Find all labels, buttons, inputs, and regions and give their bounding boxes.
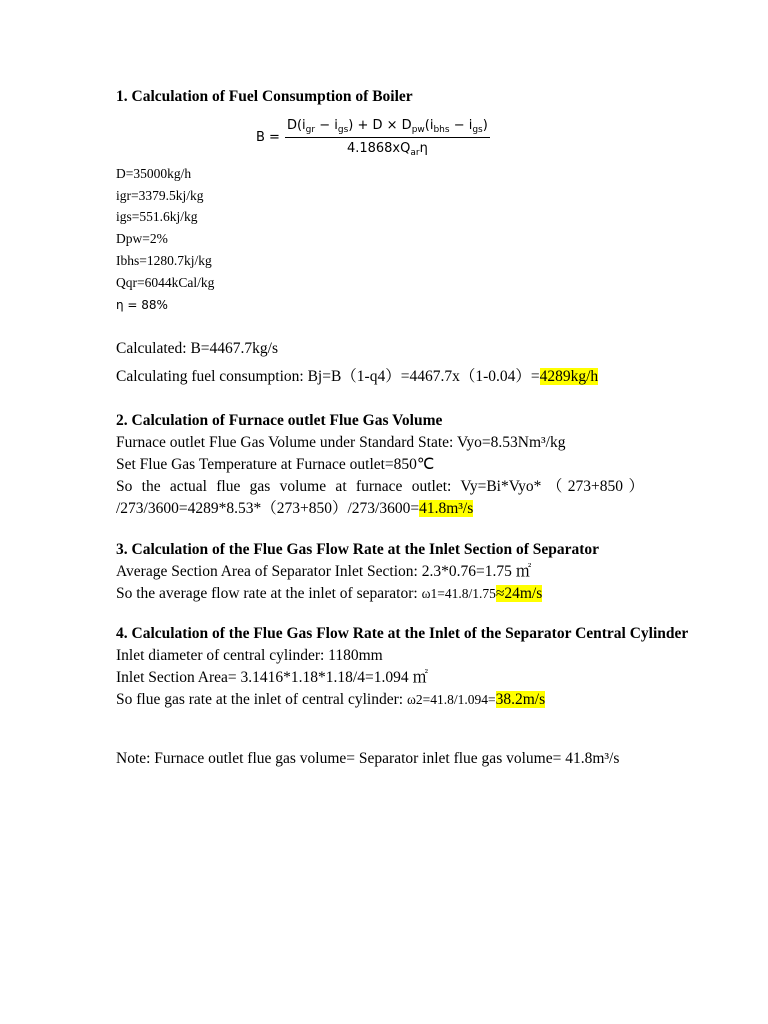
formula-subscript: bhs bbox=[433, 125, 450, 135]
cylinder-diameter-line: Inlet diameter of central cylinder: 1180mm bbox=[116, 647, 383, 664]
formula-subscript: gr bbox=[305, 125, 316, 135]
formula-subscript: gs bbox=[337, 125, 349, 135]
cylinder-rate-result-highlight: 38.2m/s bbox=[495, 691, 546, 708]
actual-volume-result-highlight: 41.8m³/s bbox=[419, 500, 474, 517]
param-qqr: Qqr=6044kCal/kg bbox=[116, 275, 215, 290]
formula-term: − i bbox=[315, 118, 338, 133]
formula-denominator bbox=[347, 138, 428, 157]
section-2-heading: 2. Calculation of Furnace outlet Flue Gas Volume bbox=[116, 412, 443, 429]
separator-rate-text: So the average flow rate at the inlet of separator: bbox=[116, 585, 422, 602]
separator-area-line: Average Section Area of Separator Inlet Section: 2.3*0.76=1.75 ㎡ bbox=[116, 563, 532, 580]
param-ibhs: Ibhs=1280.7kj/kg bbox=[116, 253, 212, 268]
param-efficiency: η = 88% bbox=[116, 298, 168, 312]
cylinder-rate-line bbox=[116, 689, 545, 711]
fuel-consumption-formula bbox=[256, 117, 490, 157]
formula-lhs: B = bbox=[256, 129, 280, 145]
formula-numerator bbox=[285, 117, 490, 138]
fuel-consumption-line bbox=[116, 366, 598, 388]
param-igs: igs=551.6kj/kg bbox=[116, 209, 198, 224]
formula-term: − i bbox=[449, 118, 473, 133]
fuel-consumption-text: Calculating fuel consumption: Bj=B（1-q4）=4467.7x（1-0.04）= bbox=[116, 368, 540, 385]
formula-term: 4.1868xQ bbox=[346, 141, 411, 156]
param-d: D=35000kg/h bbox=[116, 166, 192, 181]
formula-subscript: pw bbox=[411, 125, 425, 135]
temperature-line: Set Flue Gas Temperature at Furnace outlet=850℃ bbox=[116, 456, 435, 473]
actual-volume-line-2 bbox=[116, 498, 473, 520]
formula-term: (i bbox=[424, 118, 434, 133]
formula-subscript: gs bbox=[472, 125, 483, 135]
formula-fraction bbox=[285, 117, 490, 157]
section-4-heading: 4. Calculation of the Flue Gas Flow Rate at the Inlet of the Separator Central Cylinder bbox=[116, 625, 689, 642]
formula-subscript: ar bbox=[410, 148, 420, 158]
cylinder-rate-text: So flue gas rate at the inlet of central cylinder: bbox=[116, 691, 407, 708]
calculated-b: Calculated: B=4467.7kg/s bbox=[116, 340, 279, 357]
section-1-heading: 1. Calculation of Fuel Consumption of Boiler bbox=[116, 88, 413, 105]
cylinder-area-line: Inlet Section Area= 3.1416*1.18*1.18/4=1.094 ㎡ bbox=[116, 669, 428, 686]
cylinder-rate-formula: ω2=41.8/1.094= bbox=[406, 692, 496, 707]
param-igr: igr=3379.5kj/kg bbox=[116, 188, 204, 203]
actual-volume-line-1: So the actual flue gas volume at furnace outlet: Vy=Bi*Vyo*（273+850） bbox=[116, 478, 644, 495]
formula-term: η bbox=[419, 141, 428, 156]
param-dpw: Dpw=2% bbox=[116, 231, 168, 246]
formula-term: ) + D × D bbox=[348, 118, 412, 133]
separator-rate-result-highlight: ≈24m/s bbox=[495, 585, 543, 602]
standard-volume-line: Furnace outlet Flue Gas Volume under Standard State: Vyo=8.53Nm³/kg bbox=[116, 434, 566, 451]
actual-volume-text: /273/3600=4289*8.53*（273+850）/273/3600= bbox=[116, 500, 420, 517]
formula-term: D(i bbox=[286, 118, 306, 133]
section-3-heading: 3. Calculation of the Flue Gas Flow Rate at the Inlet Section of Separator bbox=[116, 541, 600, 558]
separator-rate-line bbox=[116, 583, 542, 605]
separator-rate-formula: ω1=41.8/1.75 bbox=[421, 586, 496, 601]
fuel-consumption-result-highlight: 4289kg/h bbox=[539, 368, 599, 385]
formula-term: ) bbox=[482, 118, 488, 133]
note-line: Note: Furnace outlet flue gas volume= Separator inlet flue gas volume= 41.8m³/s bbox=[116, 750, 620, 767]
